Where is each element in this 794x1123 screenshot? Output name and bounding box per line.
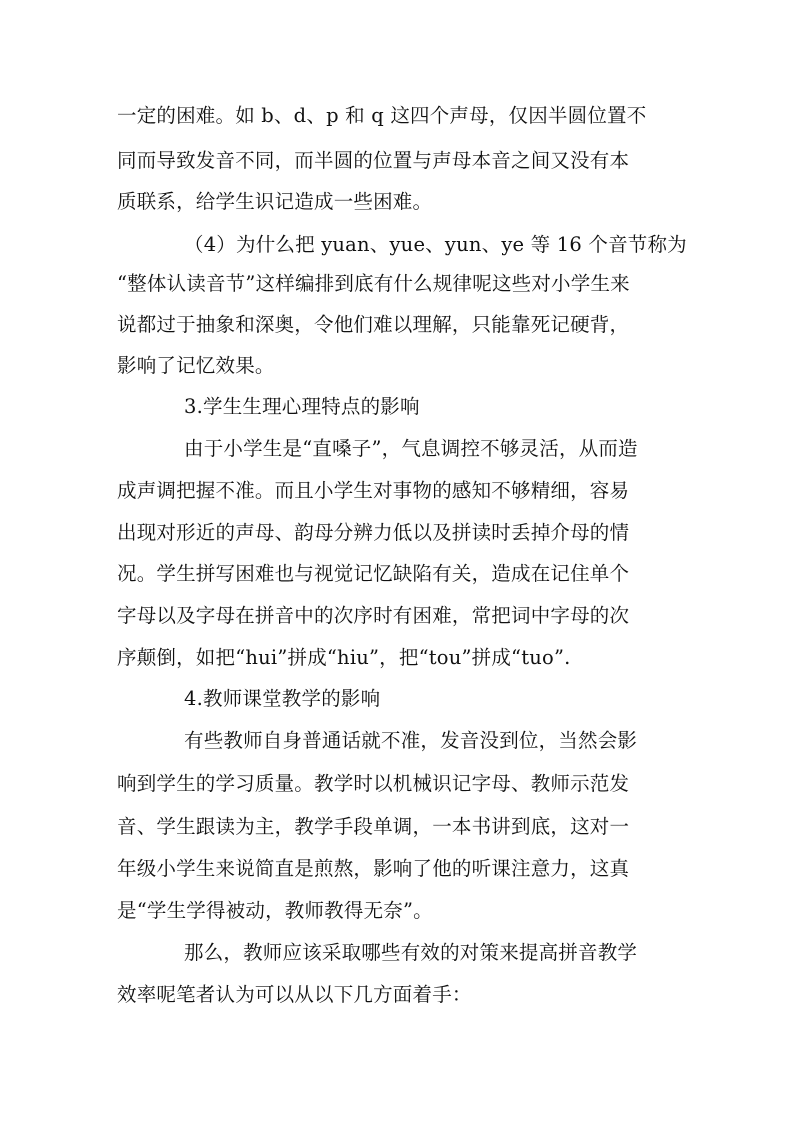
paragraph-line: 效率呢笔者认为可以从以下几方面着手： [117,983,472,1006]
paragraph-line: 质联系，给学生识记造成一些困难。 [117,190,433,213]
paragraph-line: （4）为什么把 yuan、yue、yun、ye 等 16 个音节称为 [184,233,687,256]
paragraph-line: 一定的困难。如 b、d、p 和 q 这四个声母，仅因半圆位置不 [117,104,647,127]
paragraph-line: 那么，教师应该采取哪些有效的对策来提高拼音教学 [184,941,638,964]
paragraph-line: 响到学生的学习质量。教学时以机械识记字母、教师示范发 [117,772,630,795]
paragraph-line: 音、学生跟读为主，教学手段单调，一本书讲到底，这对一 [117,815,630,838]
paragraph-line: 字母以及字母在拼音中的次序时有困难，常把词中字母的次 [117,604,630,627]
paragraph-line: 况。学生拼写困难也与视觉记忆缺陷有关，造成在记住单个 [117,562,630,585]
paragraph-line: 成声调把握不准。而且小学生对事物的感知不够精细，容易 [117,479,630,502]
paragraph-line: 有些教师自身普通话就不准，发音没到位，当然会影 [184,729,638,752]
paragraph-line: 是“学生学得被动，教师教得无奈”。 [117,899,433,922]
section-heading: 3.学生生理心理特点的影响 [184,395,420,418]
paragraph-line: 出现对形近的声母、韵母分辨力低以及拼读时丢掉介母的情 [117,521,630,544]
paragraph-line: 影响了记忆效果。 [117,354,275,377]
paragraph-line: 同而导致发音不同，而半圆的位置与声母本音之间又没有本 [117,149,630,172]
paragraph-line: 由于小学生是“直嗓子”，气息调控不够灵活，从而造 [184,437,638,460]
paragraph-line: 序颠倒，如把“hui”拼成“hiu”，把“tou”拼成“tuo”. [117,646,571,669]
section-heading: 4.教师课堂教学的影响 [184,687,381,710]
paragraph-line: “整体认读音节”这样编排到底有什么规律呢这些对小学生来 [117,272,630,295]
paragraph-line: 说都过于抽象和深奥，令他们难以理解，只能靠死记硬背， [117,313,630,336]
paragraph-line: 年级小学生来说简直是煎熬，影响了他的听课注意力，这真 [117,857,630,880]
